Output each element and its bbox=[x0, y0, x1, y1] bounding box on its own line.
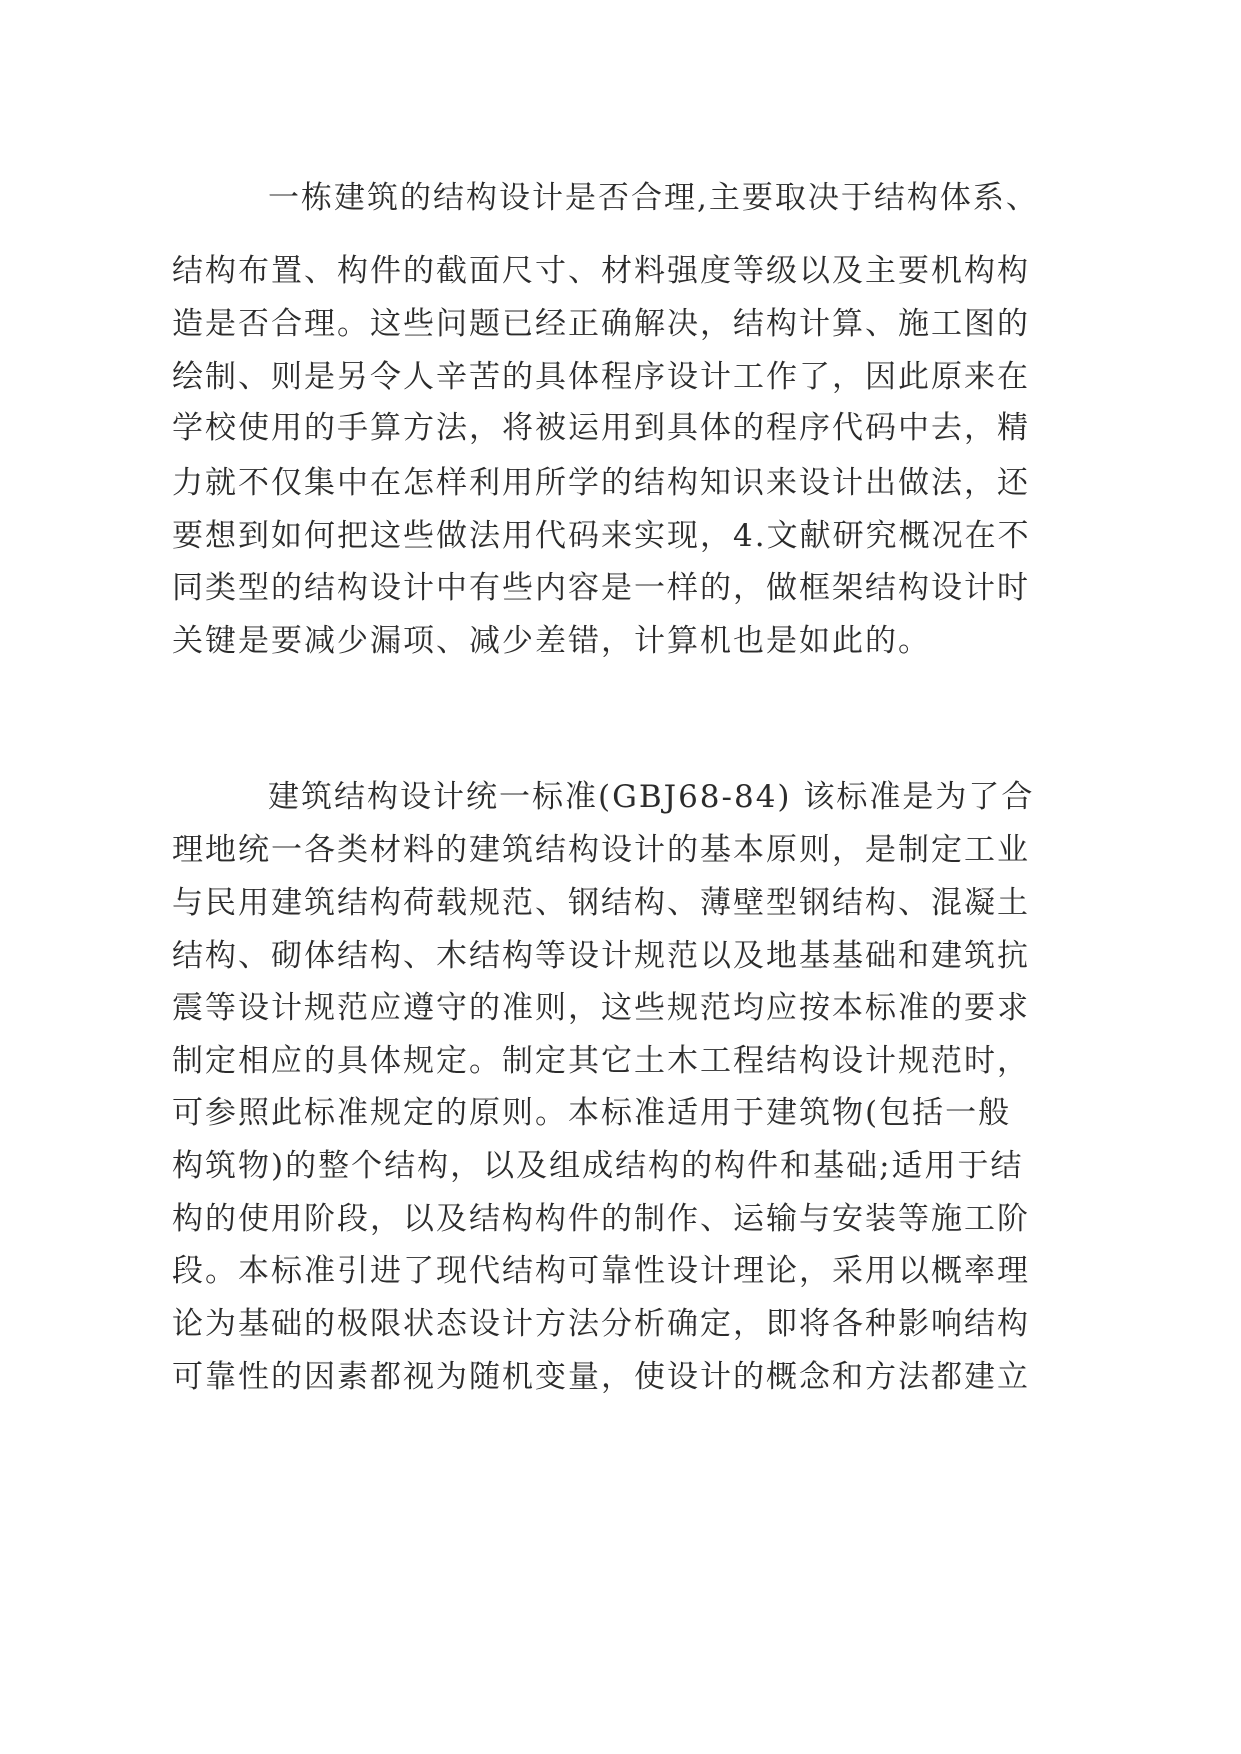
paragraph-line: 学校使用的手算方法，将被运用到具体的程序代码中去，精 bbox=[172, 410, 1030, 446]
paragraph-line: 构的使用阶段，以及结构构件的制作、运输与安装等施工阶 bbox=[172, 1201, 1030, 1237]
paragraph-line: 建筑结构设计统一标准(GBJ68-84) 该标准是为了合 bbox=[268, 779, 1035, 815]
paragraph-line: 结构、砌体结构、木结构等设计规范以及地基基础和建筑抗 bbox=[172, 938, 1030, 974]
paragraph-line: 造是否合理。这些问题已经正确解决，结构计算、施工图的 bbox=[172, 306, 1030, 342]
paragraph-line: 理地统一各类材料的建筑结构设计的基本原则，是制定工业 bbox=[172, 832, 1030, 868]
paragraph-line: 震等设计规范应遵守的准则，这些规范均应按本标准的要求 bbox=[172, 990, 1030, 1026]
paragraph-line: 可参照此标准规定的原则。本标准适用于建筑物(包括一般 bbox=[172, 1095, 1012, 1131]
paragraph-line: 绘制、则是另令人辛苦的具体程序设计工作了，因此原来在 bbox=[172, 359, 1030, 395]
paragraph-line: 同类型的结构设计中有些内容是一样的，做框架结构设计时 bbox=[172, 570, 1030, 606]
paragraph-line: 段。本标准引进了现代结构可靠性设计理论，采用以概率理 bbox=[172, 1253, 1030, 1289]
paragraph-line: 制定相应的具体规定。制定其它土木工程结构设计规范时， bbox=[172, 1043, 1030, 1079]
paragraph-line: 要想到如何把这些做法用代码来实现，4.文献研究概况在不 bbox=[172, 518, 1031, 554]
paragraph-line: 力就不仅集中在怎样利用所学的结构知识来设计出做法，还 bbox=[172, 465, 1030, 501]
paragraph-line: 与民用建筑结构荷载规范、钢结构、薄壁型钢结构、混凝土 bbox=[172, 885, 1030, 921]
paragraph-line: 结构布置、构件的截面尺寸、材料强度等级以及主要机构构 bbox=[172, 253, 1030, 289]
paragraph-line: 构筑物)的整个结构，以及组成结构的构件和基础;适用于结 bbox=[172, 1148, 1024, 1184]
paragraph-line: 关键是要减少漏项、减少差错，计算机也是如此的。 bbox=[172, 623, 931, 659]
paragraph-line: 可靠性的因素都视为随机变量，使设计的概念和方法都建立 bbox=[172, 1359, 1030, 1395]
paragraph-line: 论为基础的极限状态设计方法分析确定，即将各种影响结构 bbox=[172, 1306, 1030, 1342]
paragraph-line: 一栋建筑的结构设计是否合理,主要取决于结构体系、 bbox=[268, 180, 1039, 216]
